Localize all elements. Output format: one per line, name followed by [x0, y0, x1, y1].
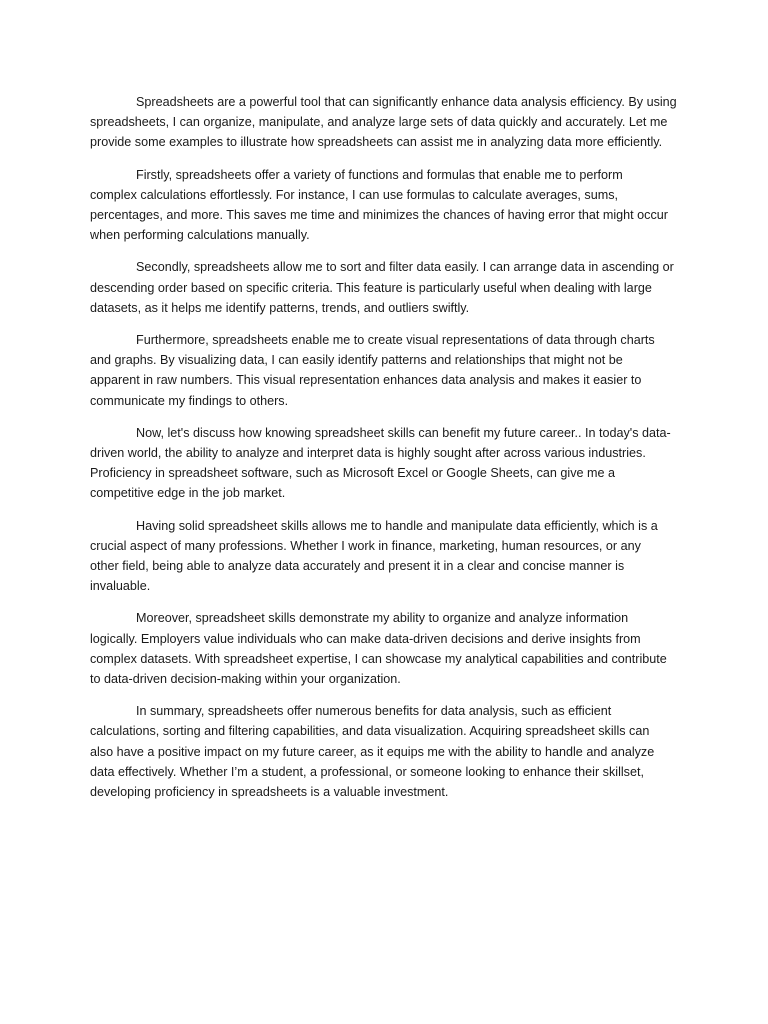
paragraph-5: Now, let's discuss how knowing spreadsheet skills can benefit my future career.. In today's data- driven world, the ability to analyze and interpret data is highly sought after across various industries. Proficiency in spreadsheet software, such as Microsoft Excel or Google Sheets, can give me a competitive edge in the job market.: [90, 425, 671, 501]
paragraph-7: Moreover, spreadsheet skills demonstrate my ability to organize and analyze information logically. Employers value individuals who can make data-driven decisions and derive insights from complex datasets. With spreadsheet expertise, I can showcase my analytical capabilities and contribute to data-driven decision-making within your organization.: [90, 611, 667, 687]
paragraph-6: Having solid spreadsheet skills allows me to handle and manipulate data efficiently, which is a crucial aspect of many professions. Whether I work in finance, marketing, human resources, or any other field, being able to analyze data accurately and present it in a clear and concise manner is invaluable.: [90, 518, 658, 594]
document-body: [90, 92, 680, 814]
paragraph-1: Spreadsheets are a powerful tool that can significantly enhance data analysis efficiency. By using spreadsheets, I can organize, manipulate, and analyze large sets of data quickly and accurately. Let me provide some examples to illustrate how spreadsheets can assist me in analyzing data more efficiently.: [90, 95, 677, 150]
paragraph-4: Furthermore, spreadsheets enable me to create visual representations of data through charts and graphs. By visualizing data, I can easily identify patterns and relationships that might not be apparent in raw numbers. This visual representation enhances data analysis and makes it easier to communicate my findings to others.: [90, 333, 655, 408]
paragraph-3: Secondly, spreadsheets allow me to sort and filter data easily. I can arrange data in ascending or descending order based on specific criteria. This feature is particularly useful when dealing with large datasets, as it helps me identify patterns, trends, and outliers swiftly.: [90, 260, 674, 315]
paragraph-2: Firstly, spreadsheets offer a variety of functions and formulas that enable me to perform complex calculations effortlessly. For instance, I can use formulas to calculate averages, sums, percentages, and more. This saves me time and minimizes the chances of having error that might occur when performing calculations manually.: [90, 167, 668, 243]
paragraph-8: In summary, spreadsheets offer numerous benefits for data analysis, such as efficient calculations, sorting and filtering capabilities, and data visualization. Acquiring spreadsheet skills can also have a positive impact on my future career, as it equips me with the ability to handle and analyze data effectively. Whether I’m a student, a professional, or someone looking to enhance their skillset, developing proficiency in spreadsheets is a valuable investment.: [90, 704, 655, 800]
